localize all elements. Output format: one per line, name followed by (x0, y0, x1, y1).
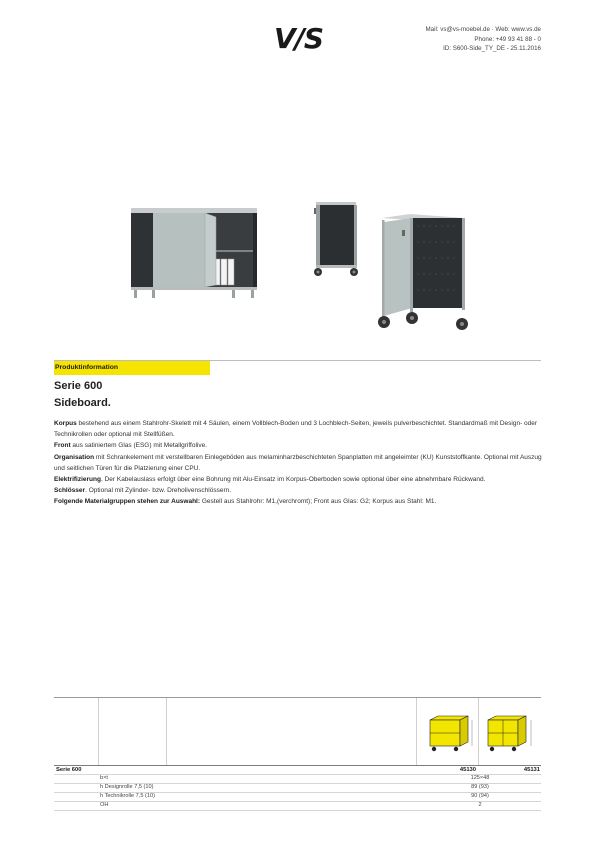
description-paragraph: Korpus bestehend aus einem Stahlrohr-Skelett mit 4 Säulen, einem Vollblech-Boden und 3 Lochblech-Seiten, jeweils pulverbeschichtet. Standardmaß mit Design- oder Technikrollen oder optional mit Stellfüßen. (54, 420, 538, 439)
table-row-label: OH (100, 802, 109, 808)
table-series-label: Serie 600 (56, 767, 82, 773)
table-row-value: 90 (94) (471, 793, 489, 799)
sideboard-diagram-45130 (420, 714, 476, 758)
brand-logo: V/S (274, 22, 324, 55)
contact-block (425, 25, 541, 54)
contact-phone: Phone: +49 93 41 88 - 0 (474, 35, 541, 43)
document-id: ID: S600-Side_TY_DE - 25.11.2016 (443, 45, 541, 53)
table-column-divider (416, 698, 417, 765)
sideboard-diagram-45131 (482, 714, 538, 758)
article-number-45130: 45130 (459, 767, 476, 773)
table-column-divider (98, 698, 99, 765)
description-paragraph: Organisation mit Schrankelement mit verstellbaren Einlegeböden aus melaminharzbeschichteten Spanplatten mit angeleimter (KU) Kunststoffkante. Optional mit Auszug und seitlichen Türen für die Platzierung einer CPU. (54, 453, 542, 472)
spec-table-top-rule (54, 697, 541, 698)
mobile-cabinet-photo (310, 198, 362, 278)
table-row-label: b×t (100, 775, 108, 781)
table-row-value: 89 (93) (471, 784, 489, 790)
sideboard-photo (128, 205, 260, 299)
description-paragraph: Folgende Materialgruppen stehen zur Auswahl: Gestell aus Stahlrohr: M1,(verchromt); Front aus Glas: G2; Korpus aus Stahl: M1. (54, 498, 437, 506)
table-row-label: h Technikrolle 7,5 (10) (100, 793, 155, 799)
mobile-cabinet-front-photo (372, 212, 472, 336)
contact-mail-web: Mail: vs@vs-moebel.de · Web: www.vs.de (425, 26, 541, 33)
table-row-label: h Designrolle 7,5 (10) (100, 784, 154, 790)
table-column-divider (478, 698, 479, 765)
description-paragraph: Front aus satiniertem Glas (ESG) mit Metallgriffolive. (54, 442, 208, 450)
product-name: Sideboard. (54, 397, 111, 409)
table-row-rule (54, 810, 541, 811)
table-column-divider (166, 698, 167, 765)
section-label: Produktinformation (54, 361, 210, 375)
table-row-value: 125×48 (470, 775, 490, 781)
article-number-45131: 45131 (523, 767, 540, 773)
product-description (54, 418, 544, 508)
description-paragraph: Elektrifizierung. Der Kabelauslass erfolgt über eine Bohrung mit Alu-Einsatz im Korpus-Oberboden sowie optional über eine abnehmbare Rückwand. (54, 476, 486, 484)
product-series: Serie 600 (54, 380, 103, 392)
description-paragraph: Schlösser. Optional mit Zylinder- bzw. Dreholivenschlössern. (54, 487, 232, 495)
table-row-value: 2 (478, 802, 482, 808)
